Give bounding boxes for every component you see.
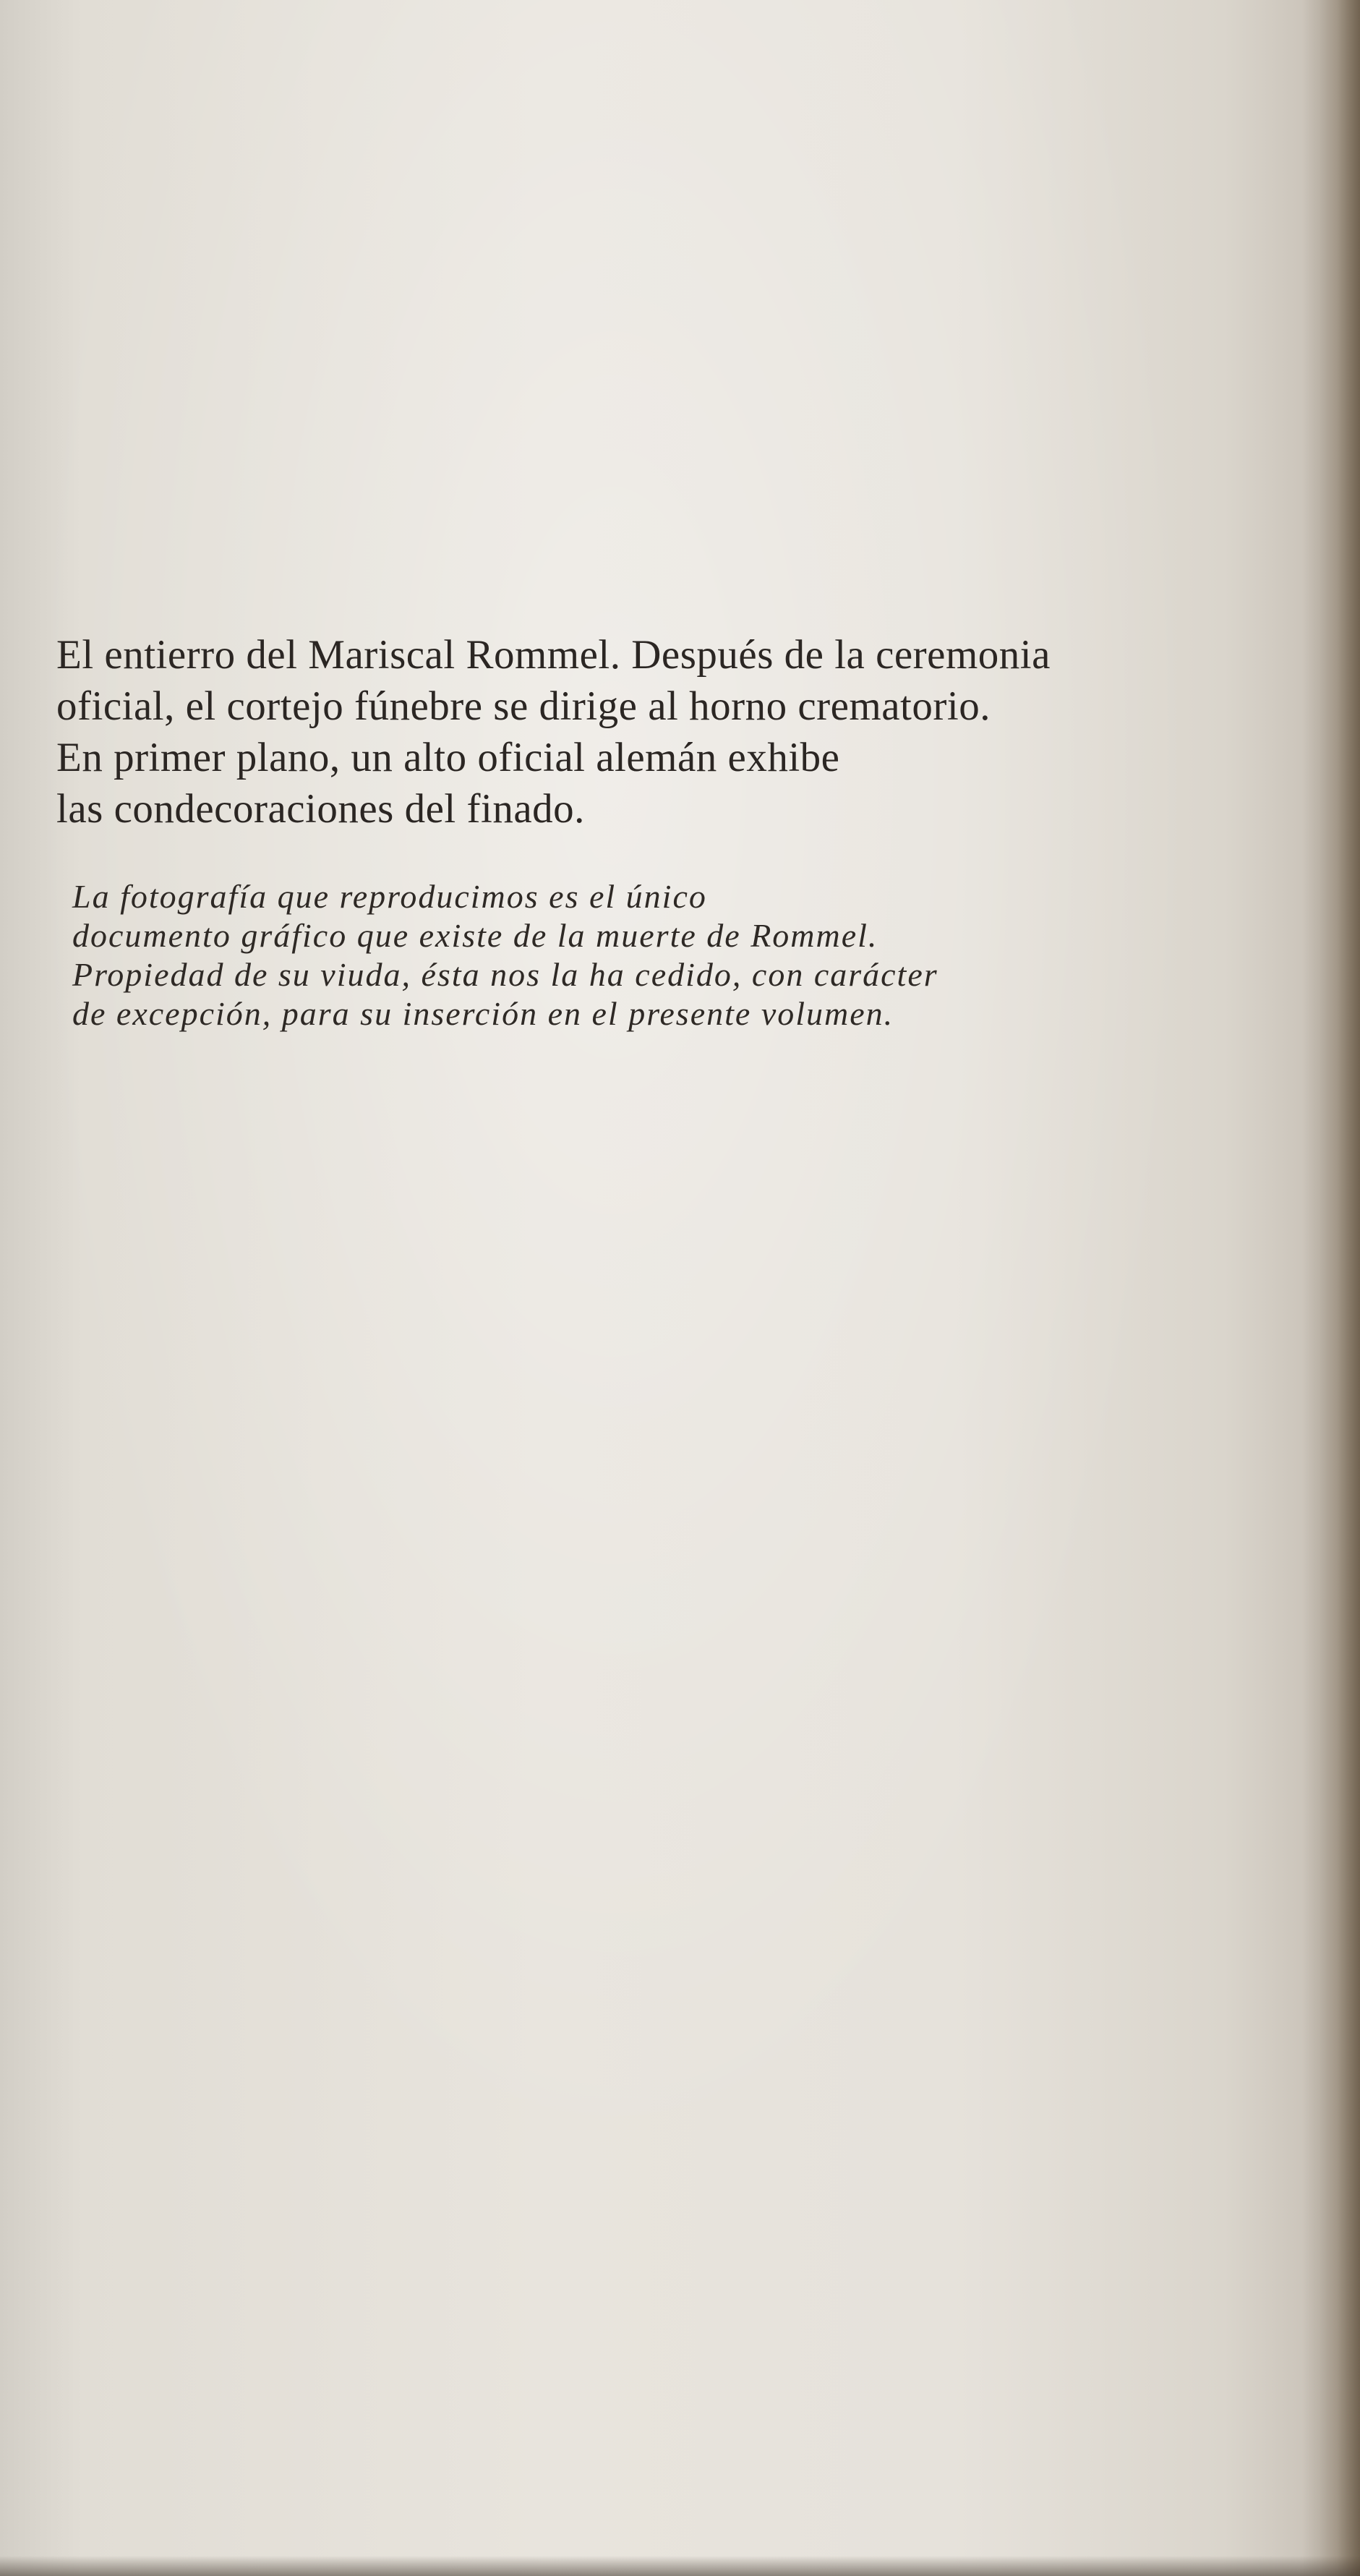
page-edge-shadow <box>1302 0 1360 2576</box>
caption-line: las condecoraciones del finado. <box>56 786 585 832</box>
caption-line: oficial, el cortejo fúnebre se dirige al horno crematorio. <box>56 683 991 729</box>
caption-line: En primer plano, un alto oficial alemán exhibe <box>56 735 840 780</box>
page-bottom-shadow <box>0 2556 1360 2576</box>
editorial-note <box>72 877 1229 1033</box>
note-line: La fotografía que reproducimos es el único <box>72 878 707 915</box>
note-line: documento gráfico que existe de la muerte de Rommel. <box>72 917 878 954</box>
caption-line: El entierro del Mariscal Rommel. Después de la ceremonia <box>56 632 1051 678</box>
note-line: de excepción, para su inserción en el presente volumen. <box>72 995 894 1032</box>
photo-caption <box>56 629 1271 835</box>
note-line: Propiedad de su viuda, ésta nos la ha cedido, con carácter <box>72 956 938 993</box>
